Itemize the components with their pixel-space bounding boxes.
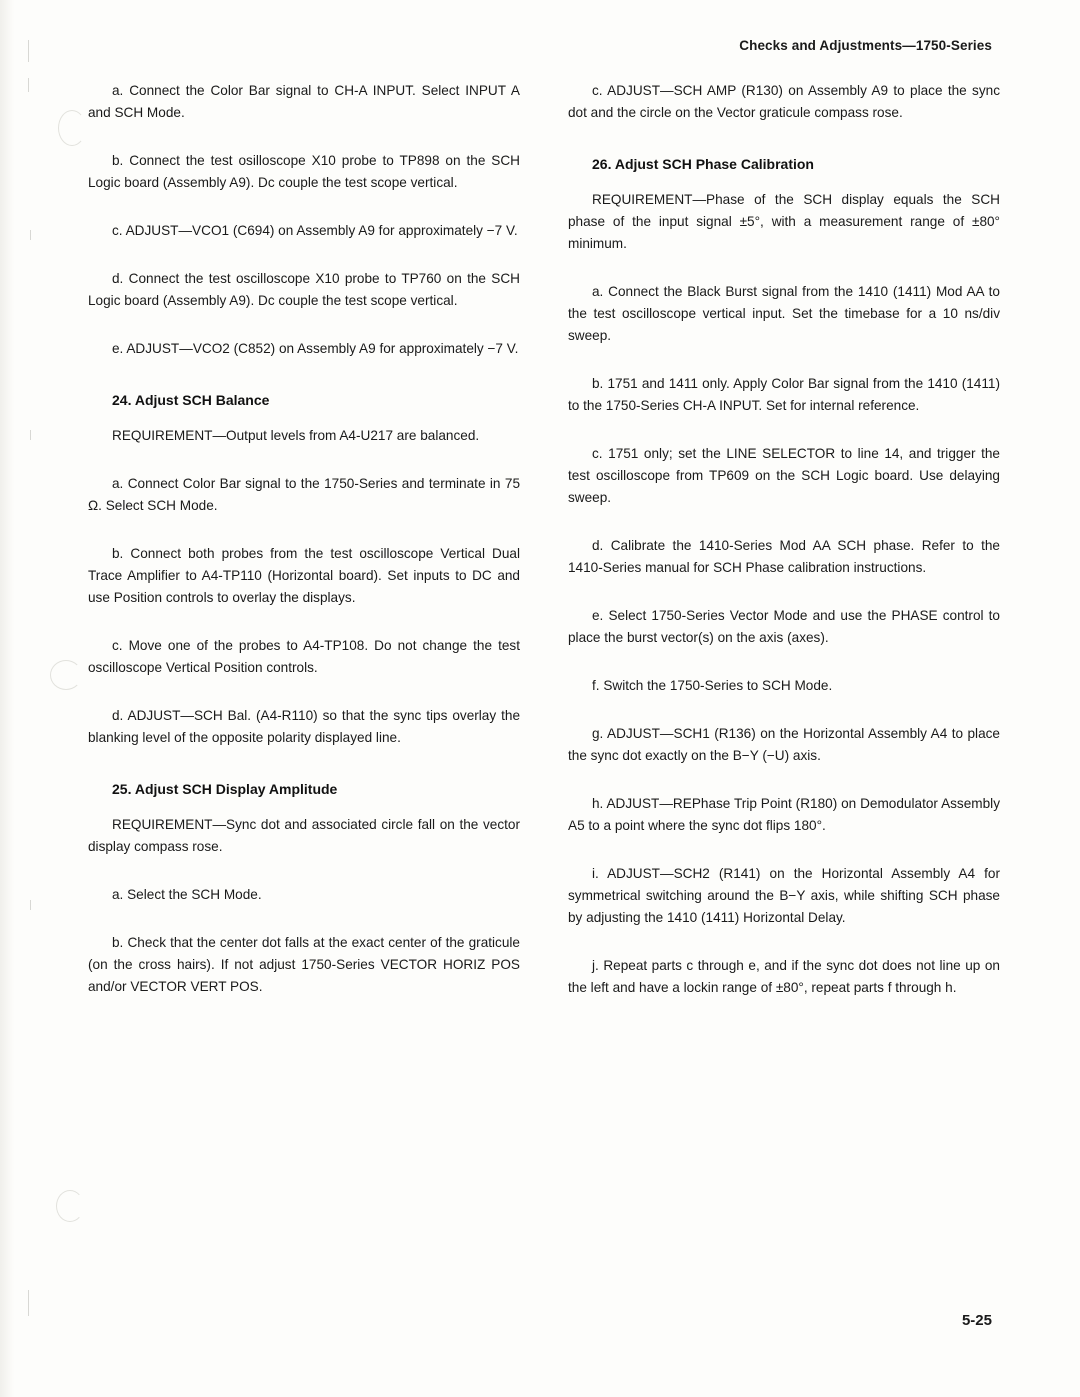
margin-swirl [56, 1190, 84, 1222]
page-number: 5-25 [961, 1312, 992, 1329]
section-heading-26: 26. Adjust SCH Phase Calibration [592, 156, 814, 173]
body-paragraph: d. ADJUST—SCH Bal. (A4-R110) so that the sync tips overlay the blanking level of the opposite polarity displayed line. [88, 708, 520, 746]
body-paragraph: a. Connect the Color Bar signal to CH-A INPUT. Select INPUT A and SCH Mode. [88, 83, 520, 121]
running-head: Checks and Adjustments—1750-Series [739, 38, 992, 53]
body-paragraph: c. ADJUST—SCH AMP (R130) on Assembly A9 to place the sync dot and the circle on the Vector graticule compass rose. [568, 83, 1000, 121]
body-paragraph: h. ADJUST—REPhase Trip Point (R180) on Demodulator Assembly A5 to a point where the sync dot flips 180°. [568, 796, 1000, 834]
margin-tick [28, 1290, 29, 1316]
margin-swirl [58, 110, 86, 146]
margin-tick [30, 230, 31, 240]
margin-swirl [50, 660, 82, 690]
right-column [568, 80, 1000, 1025]
requirement-paragraph: REQUIREMENT—Phase of the SCH display equals the SCH phase of the input signal ±5°, with a measurement range of ±80° minimum. [568, 192, 1000, 252]
margin-tick [28, 40, 29, 62]
body-paragraph: b. Connect both probes from the test oscilloscope Vertical Dual Trace Amplifier to A4-TP110 (Horizontal board). Set inputs to DC and use Position controls to overlay the displays. [88, 546, 520, 606]
left-column [88, 80, 520, 1025]
body-paragraph: b. 1751 and 1411 only. Apply Color Bar signal from the 1410 (1411) to the 1750-Series CH-A INPUT. Set for internal reference. [568, 376, 1000, 414]
body-paragraph: f. Switch the 1750-Series to SCH Mode. [592, 678, 833, 694]
body-paragraph: d. Calibrate the 1410-Series Mod AA SCH phase. Refer to the 1410-Series manual for SCH Phase calibration instructions. [568, 538, 1000, 576]
requirement-paragraph: REQUIREMENT—Sync dot and associated circle fall on the vector display compass rose. [88, 817, 520, 855]
body-paragraph: j. Repeat parts c through e, and if the sync dot does not line up on the left and have a lockin range of ±80°, repeat parts f through h. [568, 958, 1000, 996]
margin-tick [30, 430, 31, 440]
body-paragraph: c. 1751 only; set the LINE SELECTOR to line 14, and trigger the test oscilloscope from TP609 on the SCH Logic board. Use delaying sweep. [568, 446, 1000, 506]
requirement-paragraph: REQUIREMENT—Output levels from A4-U217 are balanced. [112, 428, 480, 444]
body-paragraph: a. Connect Color Bar signal to the 1750-Series and terminate in 75 Ω. Select SCH Mode. [88, 476, 520, 514]
body-paragraph: b. Connect the test osilloscope X10 probe to TP898 on the SCH Logic board (Assembly A9). Dc couple the test scope vertical. [88, 153, 520, 191]
body-paragraph: c. Move one of the probes to A4-TP108. Do not change the test oscilloscope Vertical Position controls. [88, 638, 520, 676]
body-paragraph: e. Select 1750-Series Vector Mode and use the PHASE control to place the burst vector(s) on the axis (axes). [568, 608, 1000, 646]
section-heading-24: 24. Adjust SCH Balance [112, 392, 270, 409]
margin-tick [30, 900, 31, 910]
body-paragraph: d. Connect the test oscilloscope X10 probe to TP760 on the SCH Logic board (Assembly A9). Dc couple the test scope vertical. [88, 271, 520, 309]
body-paragraph: i. ADJUST—SCH2 (R141) on the Horizontal Assembly A4 for symmetrical switching around the B−Y axis, while shifting SCH phase by adjusting the 1410 (1411) Horizontal Delay. [568, 866, 1000, 926]
section-heading-25: 25. Adjust SCH Display Amplitude [112, 781, 338, 798]
body-paragraph: a. Connect the Black Burst signal from the 1410 (1411) Mod AA to the test oscilloscope vertical input. Set the timebase for a 10 ns/div sweep. [568, 284, 1000, 344]
body-paragraph: e. ADJUST—VCO2 (C852) on Assembly A9 for approximately −7 V. [112, 341, 519, 357]
body-paragraph: b. Check that the center dot falls at the exact center of the graticule (on the cross hairs). If not adjust 1750-Series VECTOR HORIZ POS and/or VECTOR VERT POS. [88, 935, 520, 995]
body-paragraph: c. ADJUST—VCO1 (C694) on Assembly A9 for approximately −7 V. [112, 223, 518, 239]
margin-tick [28, 78, 29, 92]
scan-edge-shadow [0, 0, 14, 1397]
body-paragraph: g. ADJUST—SCH1 (R136) on the Horizontal Assembly A4 to place the sync dot exactly on the B−Y (−U) axis. [568, 726, 1000, 764]
page-body [88, 80, 1000, 1025]
body-paragraph: a. Select the SCH Mode. [112, 887, 262, 903]
